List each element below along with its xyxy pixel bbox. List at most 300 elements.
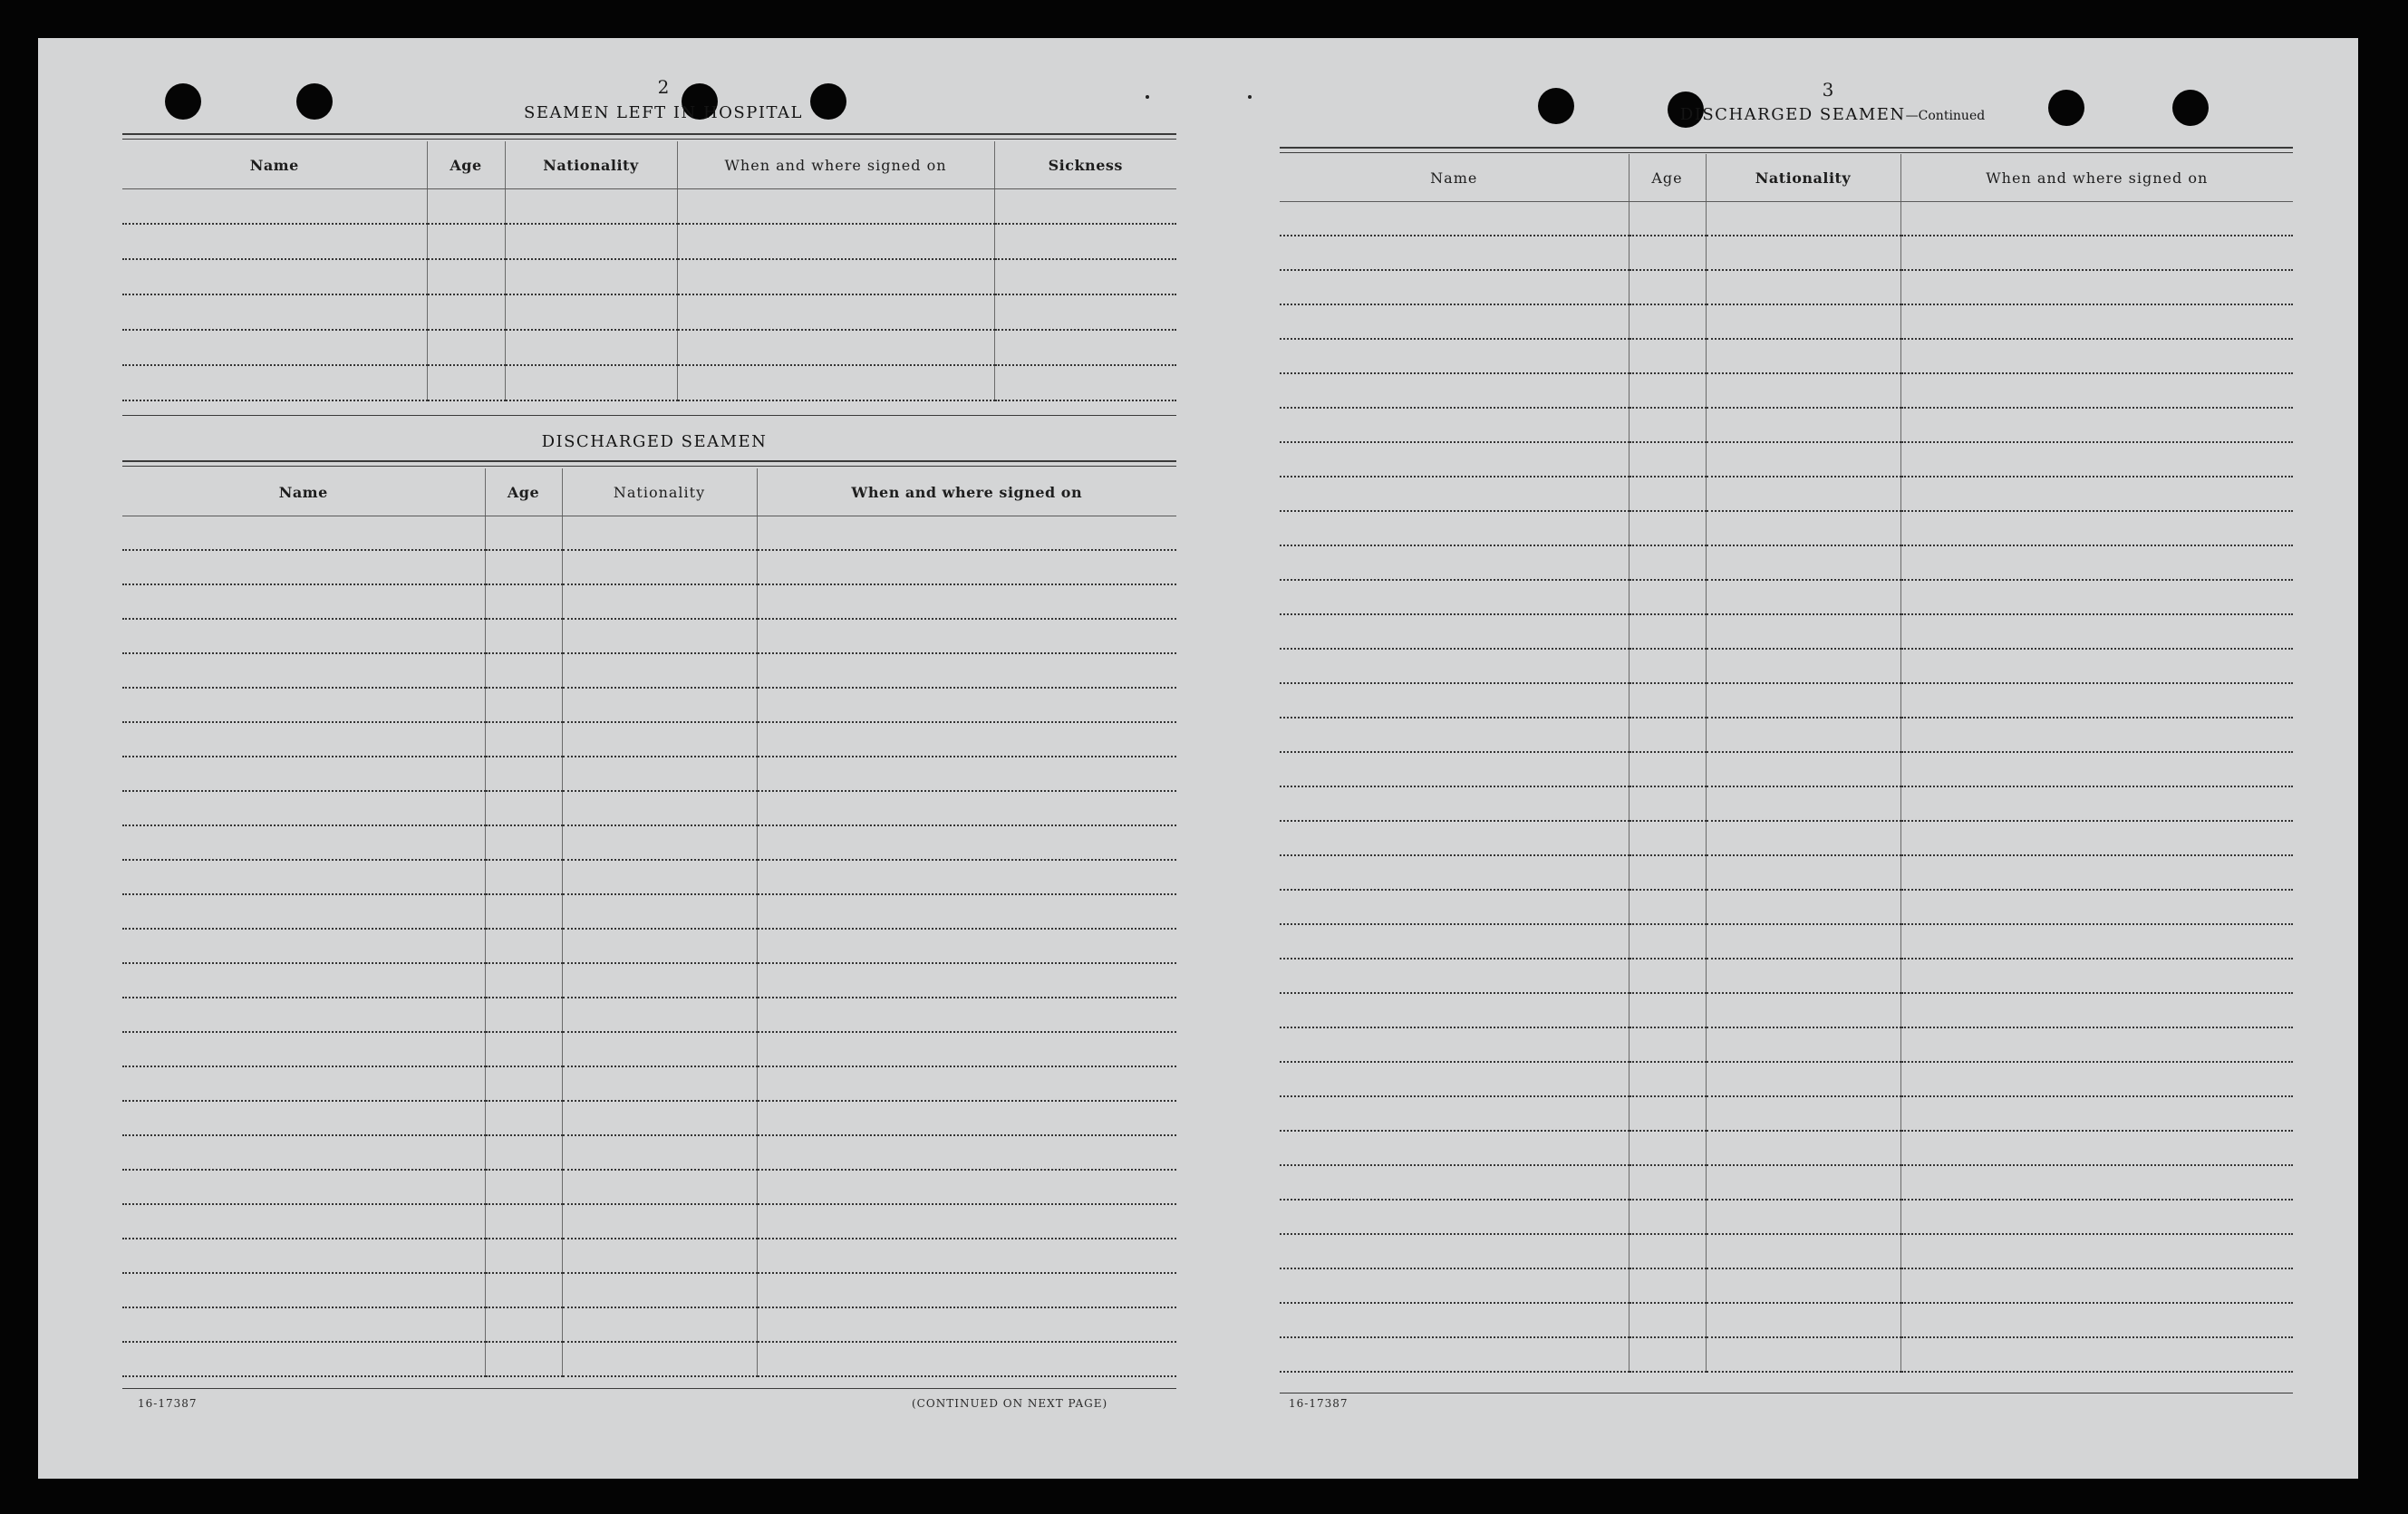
age-cell[interactable] — [485, 619, 562, 653]
age-cell[interactable] — [1629, 1200, 1706, 1234]
signed-on-cell[interactable] — [1900, 511, 2293, 545]
age-cell[interactable] — [485, 1032, 562, 1066]
signed-on-cell[interactable] — [1900, 718, 2293, 752]
nationality-cell[interactable] — [1706, 373, 1900, 408]
name-cell[interactable] — [1280, 580, 1629, 614]
column-header-nationality: Nationality — [505, 141, 677, 189]
nationality-cell[interactable] — [1706, 924, 1900, 959]
nationality-cell[interactable] — [562, 894, 757, 929]
age-cell[interactable] — [1629, 270, 1706, 304]
nationality-cell[interactable] — [1706, 1062, 1900, 1096]
age-cell[interactable] — [1629, 1131, 1706, 1165]
age-cell[interactable] — [485, 584, 562, 619]
column-header-nationality: Nationality — [1706, 154, 1900, 202]
age-cell[interactable] — [1629, 924, 1706, 959]
nationality-cell[interactable] — [562, 1204, 757, 1239]
nationality-cell[interactable] — [562, 929, 757, 963]
nationality-cell[interactable] — [562, 516, 757, 551]
age-cell[interactable] — [427, 189, 505, 225]
document-sheet — [38, 38, 2358, 1479]
signed-on-cell[interactable] — [1900, 270, 2293, 304]
name-cell[interactable] — [1280, 1268, 1629, 1303]
name-cell[interactable] — [122, 757, 485, 791]
name-cell[interactable] — [122, 963, 485, 998]
nationality-cell[interactable] — [1706, 1096, 1900, 1131]
age-cell[interactable] — [485, 1239, 562, 1273]
age-cell[interactable] — [485, 1101, 562, 1135]
nationality-cell[interactable] — [562, 1273, 757, 1307]
name-cell[interactable] — [122, 1032, 485, 1066]
name-cell[interactable] — [122, 1273, 485, 1307]
nationality-cell[interactable] — [1706, 821, 1900, 855]
signed-on-cell[interactable] — [1900, 614, 2293, 649]
signed-on-cell[interactable] — [757, 653, 1176, 688]
signed-on-cell[interactable] — [1900, 442, 2293, 477]
signed-on-cell[interactable] — [757, 1135, 1176, 1170]
signed-on-cell[interactable] — [1900, 1200, 2293, 1234]
signed-on-cell[interactable] — [1900, 890, 2293, 924]
column-header-nationality: Nationality — [562, 468, 757, 516]
signed-on-cell[interactable] — [757, 1066, 1176, 1101]
signed-on-cell[interactable] — [757, 929, 1176, 963]
name-cell[interactable] — [1280, 1303, 1629, 1337]
nationality-cell[interactable] — [1706, 1165, 1900, 1200]
age-cell[interactable] — [485, 722, 562, 757]
table-row — [1280, 1268, 2293, 1303]
signed-on-cell[interactable] — [1900, 304, 2293, 339]
name-cell[interactable] — [1280, 1165, 1629, 1200]
nationality-cell[interactable] — [1706, 442, 1900, 477]
name-cell[interactable] — [1280, 408, 1629, 442]
sickness-cell[interactable] — [994, 294, 1176, 330]
age-cell[interactable] — [485, 998, 562, 1032]
nationality-cell[interactable] — [562, 619, 757, 653]
nationality-cell[interactable] — [562, 584, 757, 619]
table-row — [1280, 821, 2293, 855]
age-cell[interactable] — [1629, 236, 1706, 270]
name-cell[interactable] — [1280, 511, 1629, 545]
table-row — [1280, 1062, 2293, 1096]
signed-on-cell[interactable] — [757, 550, 1176, 584]
name-cell[interactable] — [122, 653, 485, 688]
signed-on-cell[interactable] — [677, 224, 994, 259]
nationality-cell[interactable] — [505, 330, 677, 365]
age-cell[interactable] — [1629, 580, 1706, 614]
nationality-cell[interactable] — [562, 1066, 757, 1101]
signed-on-cell[interactable] — [1900, 683, 2293, 718]
age-cell[interactable] — [485, 1170, 562, 1204]
name-cell[interactable] — [1280, 855, 1629, 890]
signed-on-cell[interactable] — [757, 1032, 1176, 1066]
signed-on-cell[interactable] — [757, 1273, 1176, 1307]
age-cell[interactable] — [1629, 477, 1706, 511]
rule — [122, 133, 1176, 135]
name-cell[interactable] — [1280, 1200, 1629, 1234]
age-cell[interactable] — [1629, 408, 1706, 442]
name-cell[interactable] — [122, 998, 485, 1032]
signed-on-cell[interactable] — [1900, 821, 2293, 855]
name-cell[interactable] — [1280, 1337, 1629, 1372]
title-suffix: —Continued — [1905, 109, 1986, 123]
nationality-cell[interactable] — [1706, 614, 1900, 649]
signed-on-cell[interactable] — [757, 791, 1176, 825]
name-cell[interactable] — [1280, 683, 1629, 718]
age-cell[interactable] — [485, 516, 562, 551]
age-cell[interactable] — [1629, 855, 1706, 890]
name-cell[interactable] — [1280, 304, 1629, 339]
nationality-cell[interactable] — [1706, 580, 1900, 614]
age-cell[interactable] — [485, 1307, 562, 1342]
age-cell[interactable] — [1629, 1234, 1706, 1268]
name-cell[interactable] — [122, 688, 485, 722]
name-cell[interactable] — [1280, 373, 1629, 408]
signed-on-cell[interactable] — [1900, 1165, 2293, 1200]
nationality-cell[interactable] — [1706, 718, 1900, 752]
age-cell[interactable] — [1629, 752, 1706, 786]
nationality-cell[interactable] — [1706, 202, 1900, 236]
signed-on-cell[interactable] — [1900, 752, 2293, 786]
signed-on-cell[interactable] — [1900, 545, 2293, 580]
signed-on-cell[interactable] — [757, 516, 1176, 551]
nationality-cell[interactable] — [505, 294, 677, 330]
age-cell[interactable] — [1629, 649, 1706, 683]
name-cell[interactable] — [122, 1170, 485, 1204]
name-cell[interactable] — [1280, 821, 1629, 855]
nationality-cell[interactable] — [562, 791, 757, 825]
signed-on-cell[interactable] — [1900, 924, 2293, 959]
table-row — [122, 224, 1176, 259]
age-cell[interactable] — [1629, 1303, 1706, 1337]
signed-on-cell[interactable] — [1900, 1027, 2293, 1062]
nationality-cell[interactable] — [1706, 1200, 1900, 1234]
signed-on-cell[interactable] — [1900, 1337, 2293, 1372]
age-cell[interactable] — [485, 825, 562, 860]
name-cell[interactable] — [1280, 545, 1629, 580]
nationality-cell[interactable] — [1706, 236, 1900, 270]
age-cell[interactable] — [1629, 545, 1706, 580]
age-cell[interactable] — [485, 1204, 562, 1239]
nationality-cell[interactable] — [562, 653, 757, 688]
nationality-cell[interactable] — [562, 1032, 757, 1066]
signed-on-cell[interactable] — [757, 619, 1176, 653]
name-cell[interactable] — [1280, 649, 1629, 683]
name-cell[interactable] — [122, 189, 427, 225]
name-cell[interactable] — [1280, 1062, 1629, 1096]
signed-on-cell[interactable] — [757, 1239, 1176, 1273]
signed-on-cell[interactable] — [1900, 1062, 2293, 1096]
age-cell[interactable] — [427, 224, 505, 259]
table-row — [122, 929, 1176, 963]
name-cell[interactable] — [1280, 993, 1629, 1027]
table-row — [1280, 545, 2293, 580]
signed-on-cell[interactable] — [677, 259, 994, 294]
age-cell[interactable] — [485, 1066, 562, 1101]
column-header-name: Name — [122, 468, 485, 516]
rule — [1280, 152, 2293, 153]
age-cell[interactable] — [1629, 1027, 1706, 1062]
age-cell[interactable] — [427, 330, 505, 365]
signed-on-cell[interactable] — [1900, 477, 2293, 511]
name-cell[interactable] — [122, 1239, 485, 1273]
name-cell[interactable] — [122, 1101, 485, 1135]
age-cell[interactable] — [485, 929, 562, 963]
age-cell[interactable] — [1629, 821, 1706, 855]
name-cell[interactable] — [1280, 1027, 1629, 1062]
signed-on-cell[interactable] — [757, 963, 1176, 998]
name-cell[interactable] — [122, 1342, 485, 1376]
signed-on-cell[interactable] — [1900, 1131, 2293, 1165]
signed-on-cell[interactable] — [757, 825, 1176, 860]
name-cell[interactable] — [1280, 752, 1629, 786]
name-cell[interactable] — [122, 259, 427, 294]
age-cell[interactable] — [1629, 786, 1706, 821]
nationality-cell[interactable] — [1706, 683, 1900, 718]
table-row — [1280, 683, 2293, 718]
age-cell[interactable] — [485, 688, 562, 722]
signed-on-cell[interactable] — [1900, 786, 2293, 821]
signed-on-cell[interactable] — [757, 1342, 1176, 1376]
signed-on-cell[interactable] — [757, 1204, 1176, 1239]
age-cell[interactable] — [1629, 202, 1706, 236]
name-cell[interactable] — [1280, 236, 1629, 270]
name-cell[interactable] — [1280, 786, 1629, 821]
nationality-cell[interactable] — [1706, 408, 1900, 442]
age-cell[interactable] — [1629, 1337, 1706, 1372]
nationality-cell[interactable] — [505, 224, 677, 259]
signed-on-cell[interactable] — [757, 998, 1176, 1032]
signed-on-cell[interactable] — [1900, 1268, 2293, 1303]
table-row — [122, 1032, 1176, 1066]
name-cell[interactable] — [1280, 1096, 1629, 1131]
name-cell[interactable] — [1280, 442, 1629, 477]
rule — [1280, 147, 2293, 149]
signed-on-cell[interactable] — [757, 1101, 1176, 1135]
signed-on-cell[interactable] — [1900, 959, 2293, 993]
signed-on-cell[interactable] — [1900, 236, 2293, 270]
name-cell[interactable] — [1280, 614, 1629, 649]
table-row — [122, 1342, 1176, 1376]
nationality-cell[interactable] — [562, 825, 757, 860]
sickness-cell[interactable] — [994, 365, 1176, 400]
name-cell[interactable] — [122, 516, 485, 551]
table-row — [122, 294, 1176, 330]
name-cell[interactable] — [122, 584, 485, 619]
name-cell[interactable] — [1280, 270, 1629, 304]
rule — [122, 139, 1176, 140]
nationality-cell[interactable] — [505, 365, 677, 400]
nationality-cell[interactable] — [1706, 786, 1900, 821]
table-row — [1280, 1096, 2293, 1131]
name-cell[interactable] — [1280, 477, 1629, 511]
signed-on-cell[interactable] — [1900, 339, 2293, 373]
signed-on-cell[interactable] — [1900, 202, 2293, 236]
age-cell[interactable] — [1629, 683, 1706, 718]
name-cell[interactable] — [1280, 202, 1629, 236]
nationality-cell[interactable] — [1706, 649, 1900, 683]
signed-on-cell[interactable] — [757, 1170, 1176, 1204]
age-cell[interactable] — [1629, 304, 1706, 339]
name-cell[interactable] — [1280, 718, 1629, 752]
nationality-cell[interactable] — [562, 1307, 757, 1342]
sickness-cell[interactable] — [994, 224, 1176, 259]
name-cell[interactable] — [1280, 924, 1629, 959]
table-row — [1280, 236, 2293, 270]
nationality-cell[interactable] — [1706, 477, 1900, 511]
age-cell[interactable] — [427, 259, 505, 294]
signed-on-cell[interactable] — [1900, 1234, 2293, 1268]
table-row — [1280, 1165, 2293, 1200]
name-cell[interactable] — [1280, 1234, 1629, 1268]
age-cell[interactable] — [485, 757, 562, 791]
age-cell[interactable] — [1629, 1062, 1706, 1096]
age-cell[interactable] — [485, 653, 562, 688]
nationality-cell[interactable] — [1706, 890, 1900, 924]
nationality-cell[interactable] — [562, 1135, 757, 1170]
age-cell[interactable] — [1629, 1165, 1706, 1200]
nationality-cell[interactable] — [562, 1101, 757, 1135]
nationality-cell[interactable] — [1706, 1131, 1900, 1165]
age-cell[interactable] — [1629, 614, 1706, 649]
age-cell[interactable] — [485, 860, 562, 894]
table-row — [122, 860, 1176, 894]
name-cell[interactable] — [1280, 890, 1629, 924]
nationality-cell[interactable] — [505, 189, 677, 225]
name-cell[interactable] — [122, 894, 485, 929]
nationality-cell[interactable] — [1706, 855, 1900, 890]
age-cell[interactable] — [485, 1273, 562, 1307]
nationality-cell[interactable] — [1706, 270, 1900, 304]
nationality-cell[interactable] — [1706, 1337, 1900, 1372]
signed-on-cell[interactable] — [677, 330, 994, 365]
name-cell[interactable] — [122, 550, 485, 584]
signed-on-cell[interactable] — [1900, 649, 2293, 683]
table-row — [122, 259, 1176, 294]
signed-on-cell[interactable] — [757, 1307, 1176, 1342]
nationality-cell[interactable] — [562, 688, 757, 722]
age-cell[interactable] — [485, 550, 562, 584]
sickness-cell[interactable] — [994, 330, 1176, 365]
table-row — [1280, 442, 2293, 477]
name-cell[interactable] — [122, 1135, 485, 1170]
name-cell[interactable] — [122, 294, 427, 330]
table-row — [122, 1273, 1176, 1307]
nationality-cell[interactable] — [1706, 959, 1900, 993]
name-cell[interactable] — [1280, 1131, 1629, 1165]
nationality-cell[interactable] — [1706, 511, 1900, 545]
name-cell[interactable] — [1280, 959, 1629, 993]
name-cell[interactable] — [122, 929, 485, 963]
page-number: 2 — [657, 76, 670, 98]
nationality-cell[interactable] — [562, 860, 757, 894]
nationality-cell[interactable] — [1706, 1268, 1900, 1303]
age-cell[interactable] — [485, 894, 562, 929]
signed-on-cell[interactable] — [1900, 408, 2293, 442]
age-cell[interactable] — [1629, 373, 1706, 408]
signed-on-cell[interactable] — [1900, 993, 2293, 1027]
name-cell[interactable] — [122, 330, 427, 365]
age-cell[interactable] — [485, 963, 562, 998]
signed-on-cell[interactable] — [1900, 373, 2293, 408]
signed-on-cell[interactable] — [677, 294, 994, 330]
table-row — [1280, 580, 2293, 614]
signed-on-cell[interactable] — [1900, 1303, 2293, 1337]
nationality-cell[interactable] — [1706, 304, 1900, 339]
name-cell[interactable] — [122, 860, 485, 894]
name-cell[interactable] — [122, 1307, 485, 1342]
age-cell[interactable] — [427, 365, 505, 400]
signed-on-cell[interactable] — [757, 584, 1176, 619]
nationality-cell[interactable] — [1706, 1027, 1900, 1062]
table-row — [1280, 924, 2293, 959]
nationality-cell[interactable] — [1706, 339, 1900, 373]
signed-on-cell[interactable] — [677, 365, 994, 400]
sickness-cell[interactable] — [994, 259, 1176, 294]
signed-on-cell[interactable] — [757, 757, 1176, 791]
name-cell[interactable] — [122, 1204, 485, 1239]
rule — [122, 466, 1176, 467]
table-row — [122, 894, 1176, 929]
nationality-cell[interactable] — [562, 998, 757, 1032]
age-cell[interactable] — [485, 1342, 562, 1376]
age-cell[interactable] — [1629, 890, 1706, 924]
table-row — [122, 688, 1176, 722]
signed-on-cell[interactable] — [1900, 1096, 2293, 1131]
age-cell[interactable] — [1629, 993, 1706, 1027]
age-cell[interactable] — [485, 791, 562, 825]
nationality-cell[interactable] — [1706, 1234, 1900, 1268]
name-cell[interactable] — [122, 791, 485, 825]
name-cell[interactable] — [1280, 339, 1629, 373]
age-cell[interactable] — [1629, 1268, 1706, 1303]
age-cell[interactable] — [1629, 511, 1706, 545]
sickness-cell[interactable] — [994, 189, 1176, 225]
signed-on-cell[interactable] — [757, 722, 1176, 757]
nationality-cell[interactable] — [1706, 545, 1900, 580]
age-cell[interactable] — [1629, 1096, 1706, 1131]
nationality-cell[interactable] — [1706, 993, 1900, 1027]
nationality-cell[interactable] — [1706, 752, 1900, 786]
nationality-cell[interactable] — [505, 259, 677, 294]
signed-on-cell[interactable] — [1900, 580, 2293, 614]
table-row — [1280, 304, 2293, 339]
name-cell[interactable] — [122, 1066, 485, 1101]
age-cell[interactable] — [485, 1135, 562, 1170]
age-cell[interactable] — [1629, 339, 1706, 373]
name-cell[interactable] — [122, 722, 485, 757]
name-cell[interactable] — [122, 619, 485, 653]
age-cell[interactable] — [1629, 959, 1706, 993]
age-cell[interactable] — [1629, 442, 1706, 477]
name-cell[interactable] — [122, 224, 427, 259]
nationality-cell[interactable] — [562, 1342, 757, 1376]
signed-on-cell[interactable] — [757, 688, 1176, 722]
nationality-cell[interactable] — [1706, 1303, 1900, 1337]
signed-on-cell[interactable] — [1900, 855, 2293, 890]
signed-on-cell[interactable] — [677, 189, 994, 225]
nationality-cell[interactable] — [562, 722, 757, 757]
nationality-cell[interactable] — [562, 963, 757, 998]
name-cell[interactable] — [122, 365, 427, 400]
nationality-cell[interactable] — [562, 1239, 757, 1273]
nationality-cell[interactable] — [562, 757, 757, 791]
nationality-cell[interactable] — [562, 550, 757, 584]
signed-on-cell[interactable] — [757, 860, 1176, 894]
age-cell[interactable] — [1629, 718, 1706, 752]
name-cell[interactable] — [122, 825, 485, 860]
age-cell[interactable] — [427, 294, 505, 330]
signed-on-cell[interactable] — [757, 894, 1176, 929]
nationality-cell[interactable] — [562, 1170, 757, 1204]
